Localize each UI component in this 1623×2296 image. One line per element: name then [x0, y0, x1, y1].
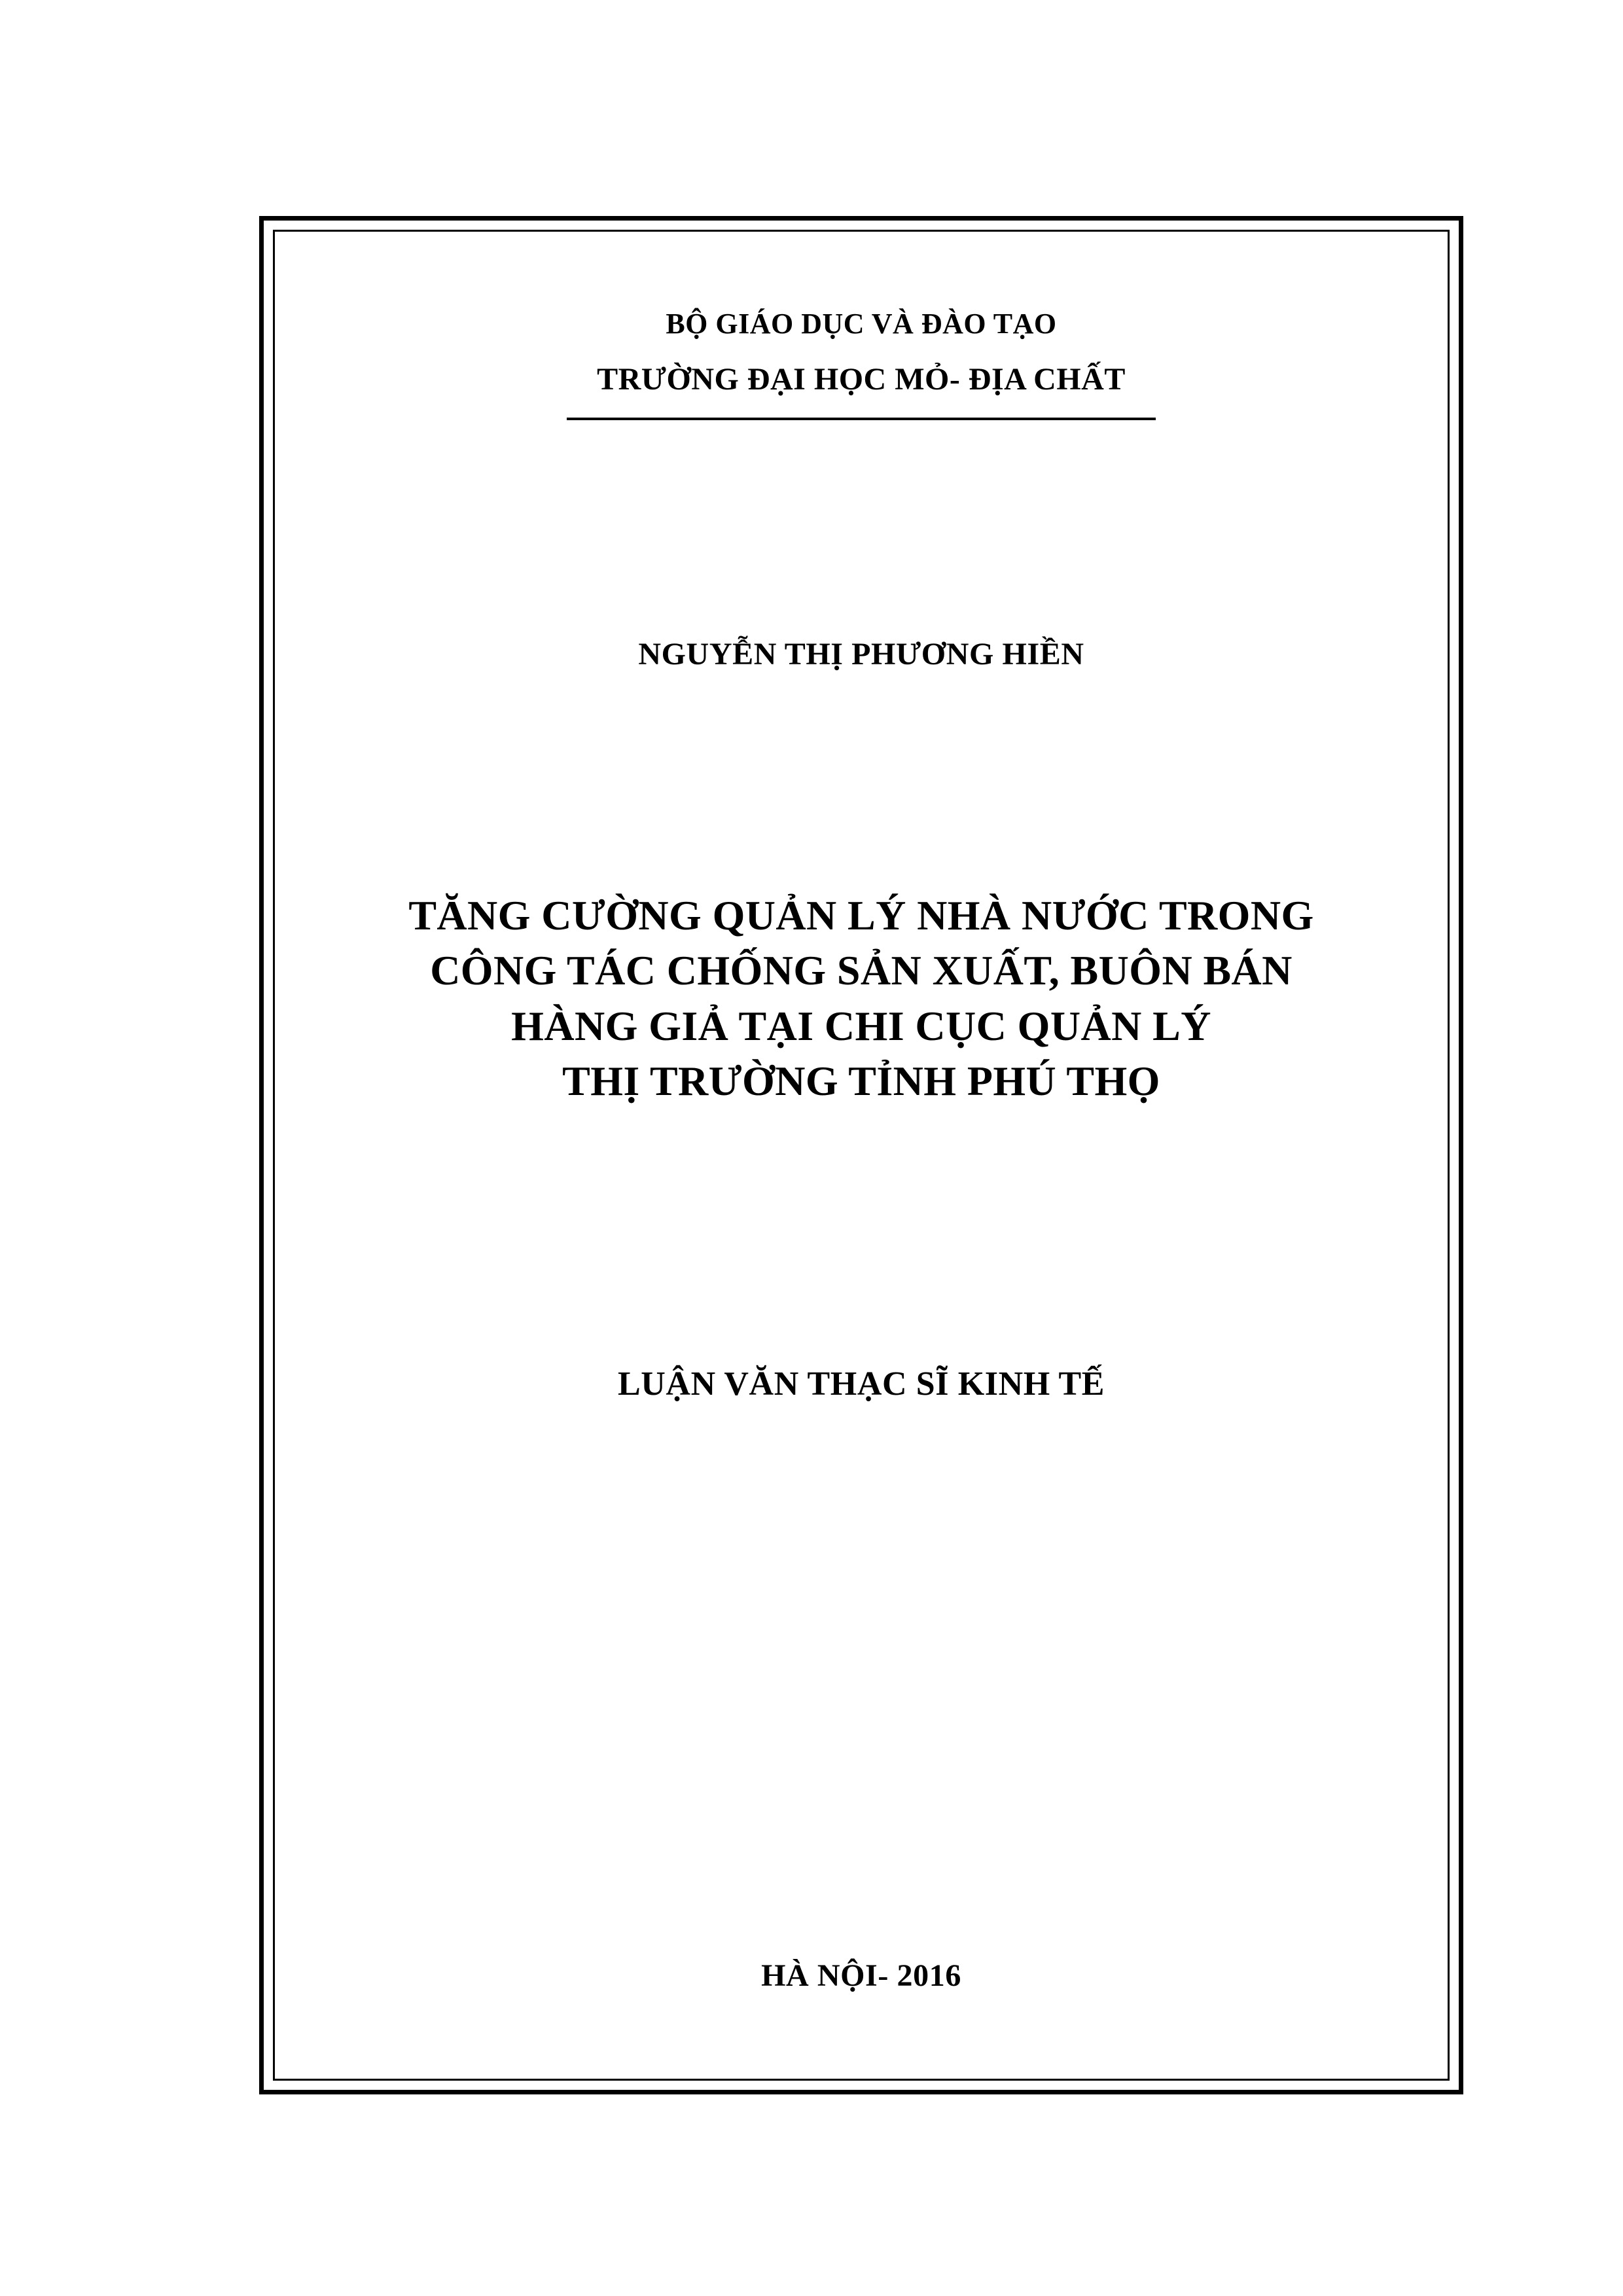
author-name: NGUYỄN THỊ PHƯƠNG HIỀN [638, 637, 1084, 672]
thesis-title-line: TĂNG CƯỜNG QUẢN LÝ NHÀ NƯỚC TRONG [408, 892, 1314, 939]
place-and-year: HÀ NỘI- 2016 [761, 1958, 961, 1993]
ministry-heading: BỘ GIÁO DỤC VÀ ĐÀO TẠO [666, 308, 1057, 340]
university-heading: TRƯỜNG ĐẠI HỌC MỎ- ĐỊA CHẤT [597, 362, 1126, 397]
thesis-title-line: HÀNG GIẢ TẠI CHI CỤC QUẢN LÝ [511, 1002, 1211, 1049]
header-divider [567, 418, 1156, 420]
cover-content [275, 232, 1448, 2079]
thesis-title [351, 888, 1372, 1109]
degree-label: LUẬN VĂN THẠC SĨ KINH TẾ [617, 1365, 1105, 1403]
thesis-title-line: THỊ TRƯỜNG TỈNH PHÚ THỌ [562, 1058, 1160, 1105]
thesis-title-line: CÔNG TÁC CHỐNG SẢN XUẤT, BUÔN BÁN [430, 947, 1293, 994]
cover-border-inner [273, 230, 1450, 2081]
cover-border-outer [259, 216, 1463, 2094]
